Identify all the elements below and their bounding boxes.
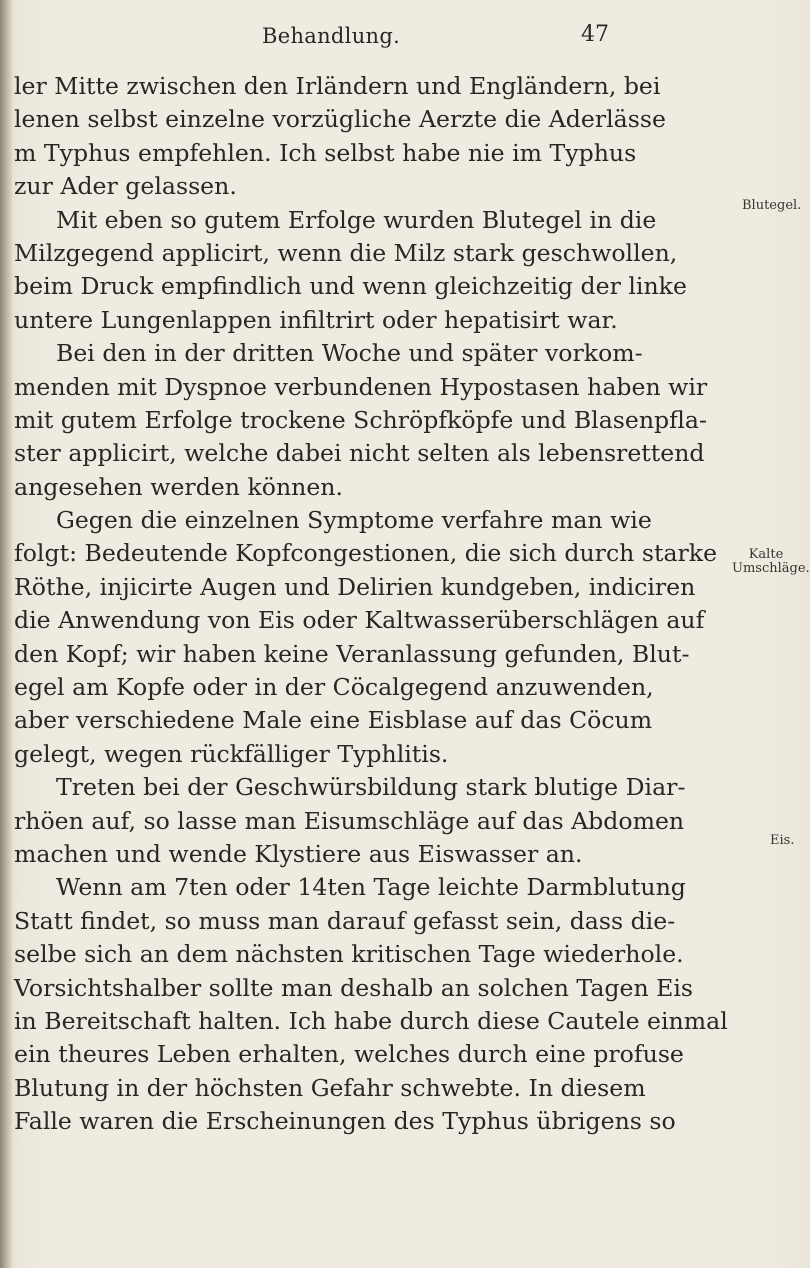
text-line: lenen selbst einzelne vorzügliche Aerzte die Aderlässe — [14, 105, 666, 134]
page-gutter — [0, 0, 12, 1268]
text-line: rhöen auf, so lasse man Eisumschläge auf das Abdomen — [14, 806, 685, 835]
page-number: 47 — [581, 22, 609, 47]
text-line: menden mit Dyspnoe verbundenen Hypostasen haben wir — [14, 372, 708, 401]
text-line: Gegen die einzelnen Symptome verfahre man wie — [56, 506, 652, 535]
margin-note-kalte-umschlaege — [732, 547, 810, 576]
text-line: aber verschiedene Male eine Eisblase auf das Cöcum — [14, 706, 653, 735]
text-line: Mit eben so gutem Erfolge wurden Blutegel in die — [56, 205, 657, 234]
text-line: ster applicirt, welche dabei nicht selten als lebensrettend — [14, 439, 705, 468]
text-line: Wenn am 7ten oder 14ten Tage leichte Darmblutung — [56, 873, 686, 902]
text-line: folgt: Bedeutende Kopfcongestionen, die sich durch starke — [14, 539, 718, 568]
text-line: in Bereitschaft halten. Ich habe durch diese Cautele einmal — [14, 1006, 728, 1035]
text-line: egel am Kopfe oder in der Cöcalgegend anzuwenden, — [14, 673, 654, 702]
text-line: Milzgegend applicirt, wenn die Milz stark geschwollen, — [14, 238, 678, 267]
text-line: Statt findet, so muss man darauf gefasst sein, dass die- — [14, 906, 676, 935]
text-line: Treten bei der Geschwürsbildung stark blutige Diar- — [56, 773, 686, 802]
margin-note-line: Umschläge. — [732, 561, 810, 576]
text-line: mit gutem Erfolge trockene Schröpfköpfe und Blasenpfla- — [14, 405, 707, 434]
text-line: die Anwendung von Eis oder Kaltwasserüberschlägen auf — [14, 606, 705, 635]
text-line: Falle waren die Erscheinungen des Typhus übrigens so — [14, 1107, 676, 1136]
body-text — [14, 70, 728, 1139]
text-line: Vorsichtshalber sollte man deshalb an solchen Tagen Eis — [14, 973, 694, 1002]
text-line: Blutung in der höchsten Gefahr schwebte. In diesem — [14, 1073, 646, 1102]
text-line: zur Ader gelassen. — [14, 172, 237, 201]
text-line: den Kopf; wir haben keine Veranlassung gefunden, Blut- — [14, 639, 690, 668]
text-line: ler Mitte zwischen den Irländern und Engländern, bei — [14, 72, 661, 100]
text-line: gelegt, wegen rückfälliger Typhlitis. — [14, 739, 449, 768]
margin-note-eis: Eis. — [770, 833, 795, 848]
text-line: m Typhus empfehlen. Ich selbst habe nie im Typhus — [14, 138, 637, 167]
text-line: selbe sich an dem nächsten kritischen Tage wiederhole. — [14, 940, 684, 969]
text-line: Bei den in der dritten Woche und später vorkom- — [56, 339, 643, 368]
text-line: Röthe, injicirte Augen und Delirien kundgeben, indiciren — [14, 572, 696, 601]
margin-note-line: Kalte — [748, 547, 784, 562]
margin-note-blutegel: Blutegel. — [742, 198, 802, 213]
running-header-title: Behandlung. — [262, 24, 401, 48]
text-line: beim Druck empfindlich und wenn gleichzeitig der linke — [14, 272, 687, 301]
text-line: machen und wende Klystiere aus Eiswasser an. — [14, 839, 583, 868]
text-line: ein theures Leben erhalten, welches durch eine profuse — [14, 1040, 684, 1069]
text-line: untere Lungenlappen infiltrirt oder hepatisirt war. — [14, 305, 618, 334]
text-line: angesehen werden können. — [14, 472, 343, 501]
